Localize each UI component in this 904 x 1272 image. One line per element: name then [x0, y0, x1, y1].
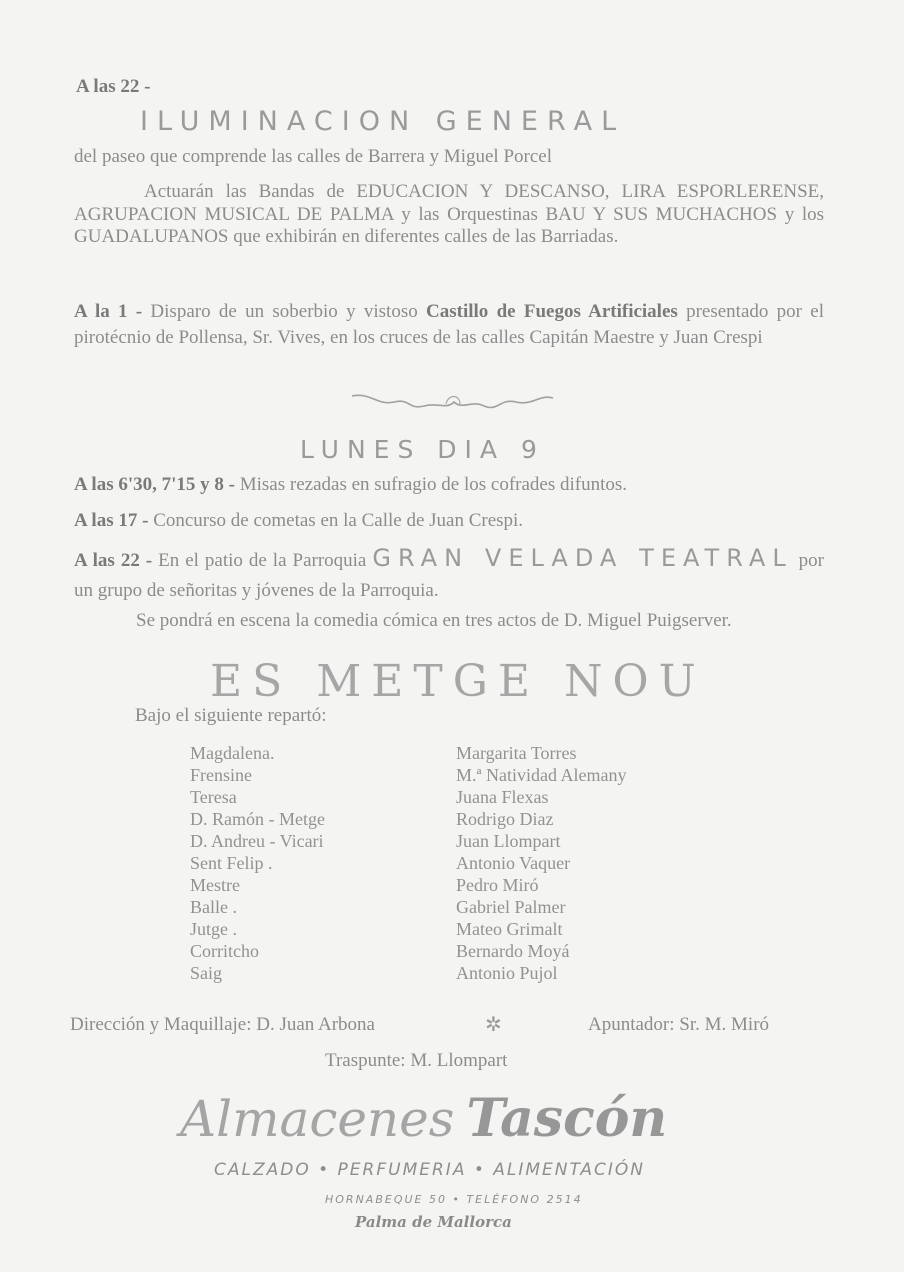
fireworks-post: presentado por el pirotécnio de Pollensa, Sr. Vives, en los cruces de las calles Capitán Maestre y Juan Crespi: [74, 301, 824, 348]
cast-role: Teresa: [190, 787, 237, 807]
advert-address: HORNABEQUE 50 • TELÉFONO 2514: [325, 1193, 583, 1206]
brand-script: Almacenes: [180, 1090, 455, 1148]
kites-time: A las 17 -: [74, 510, 149, 531]
cast-leader-dots: [340, 896, 456, 918]
cast-row: [190, 808, 626, 830]
cast-role: D. Ramón - Metge: [190, 809, 325, 829]
velada-text: En el patio de la Parroquia: [152, 550, 373, 571]
cast-row: [190, 742, 626, 764]
cast-role: Mestre: [190, 875, 240, 895]
cast-role: Jutge .: [190, 919, 237, 939]
schedule-item-velada: [74, 543, 824, 606]
cast-row: [190, 874, 626, 896]
advert-brand: [180, 1088, 667, 1149]
cast-actor: Antonio Vaquer: [456, 853, 571, 873]
play-title: ES METGE NOU: [210, 656, 706, 707]
cast-actor: Gabriel Palmer: [456, 897, 566, 917]
cast-actor: M.ª Natividad Alemany: [456, 765, 627, 785]
masses-time: A las 6'30, 7'15 y 8 -: [74, 474, 235, 495]
masses-text: Misas rezadas en sufragio de los cofrades difuntos.: [234, 474, 628, 495]
fireworks-paragraph: [74, 299, 824, 351]
cast-leader-dots: [340, 852, 456, 874]
event-title-iluminacion: ILUMINACION GENERAL: [140, 106, 626, 137]
stagehand-credit: Traspunte: M. Llompart: [325, 1050, 508, 1071]
cast-actor: Margarita Torres: [456, 743, 577, 763]
cast-leader-dots: [340, 830, 456, 852]
cast-role: D. Andreu - Vicari: [190, 831, 324, 851]
cast-role: Balle .: [190, 897, 237, 917]
cast-actor: Bernardo Moyá: [456, 941, 570, 961]
fireworks-time: A la 1 -: [74, 301, 143, 322]
cast-role: Frensine: [190, 765, 252, 785]
cast-row: [190, 786, 626, 808]
cast-role: Sent Felip .: [190, 853, 273, 873]
cast-row: [190, 830, 626, 852]
velada-post: por un grupo de señoritas y jóvenes de la Parroquia.: [74, 550, 824, 601]
cast-table: [190, 742, 626, 984]
kites-text: Concurso de cometas en la Calle de Juan Crespi.: [148, 510, 524, 531]
cast-row: [190, 918, 626, 940]
cast-leader-dots: [340, 962, 456, 984]
cast-row: [190, 852, 626, 874]
advert-city: Palma de Mallorca: [355, 1213, 512, 1231]
velada-title: GRAN VELADA TEATRAL: [372, 544, 793, 572]
brand-bold: Tascón: [466, 1088, 668, 1149]
cast-actor: Mateo Grimalt: [456, 919, 563, 939]
cast-actor: Rodrigo Diaz: [456, 809, 554, 829]
cast-leader-dots: [340, 764, 456, 786]
cast-row: [190, 764, 626, 786]
route-text: del paseo que comprende las calles de Barrera y Miguel Porcel: [74, 146, 552, 167]
schedule-item-kites: [74, 510, 523, 532]
prompter-credit: Apuntador: Sr. M. Miró: [588, 1014, 770, 1035]
cast-leader-dots: [340, 874, 456, 896]
star-separator-icon: ✲: [485, 1014, 502, 1036]
time-label-22: A las 22 -: [76, 76, 151, 97]
cast-row: [190, 940, 626, 962]
fireworks-highlight: Castillo de Fuegos Artificiales: [426, 301, 678, 322]
cast-actor: Antonio Pujol: [456, 963, 558, 983]
direction-credit: Dirección y Maquillaje: D. Juan Arbona: [70, 1014, 375, 1035]
cast-role: Corritcho: [190, 941, 259, 961]
velada-time: A las 22 -: [74, 550, 153, 571]
cast-leader-dots: [340, 786, 456, 808]
cast-actor: Juan Llompart: [456, 831, 561, 851]
day-title-lunes: LUNES DIA 9: [300, 435, 545, 464]
cast-actor: Pedro Miró: [456, 875, 539, 895]
schedule-item-masses: [74, 474, 627, 496]
cast-role: Magdalena.: [190, 743, 275, 763]
advert-tagline: CALZADO • PERFUMERIA • ALIMENTACIÓN: [214, 1160, 645, 1180]
cast-leader-dots: [340, 940, 456, 962]
cast-row: [190, 896, 626, 918]
cast-leader-dots: [340, 918, 456, 940]
fireworks-pre: Disparo de un soberbio y vistoso: [142, 301, 427, 322]
play-intro: Se pondrá en escena la comedia cómica en tres actos de D. Miguel Puigserver.: [136, 610, 732, 631]
cast-role: Saig: [190, 963, 223, 983]
bands-paragraph: Actuarán las Bandas de EDUCACION Y DESCANSO, LIRA ESPORLERENSE, AGRUPACION MUSICAL DE PALMA y las Orquestinas BAU Y SUS MUCHACHOS y los GUADALUPANOS que exhibirán en diferentes calles de las Barriadas.: [74, 181, 824, 247]
cast-leader-dots: [340, 742, 456, 764]
cast-row: [190, 962, 626, 984]
cast-leader-dots: [340, 808, 456, 830]
cast-actor: Juana Flexas: [456, 787, 549, 807]
cast-intro: Bajo el siguiente repartó:: [135, 705, 327, 726]
flourish-ornament: [350, 388, 555, 418]
